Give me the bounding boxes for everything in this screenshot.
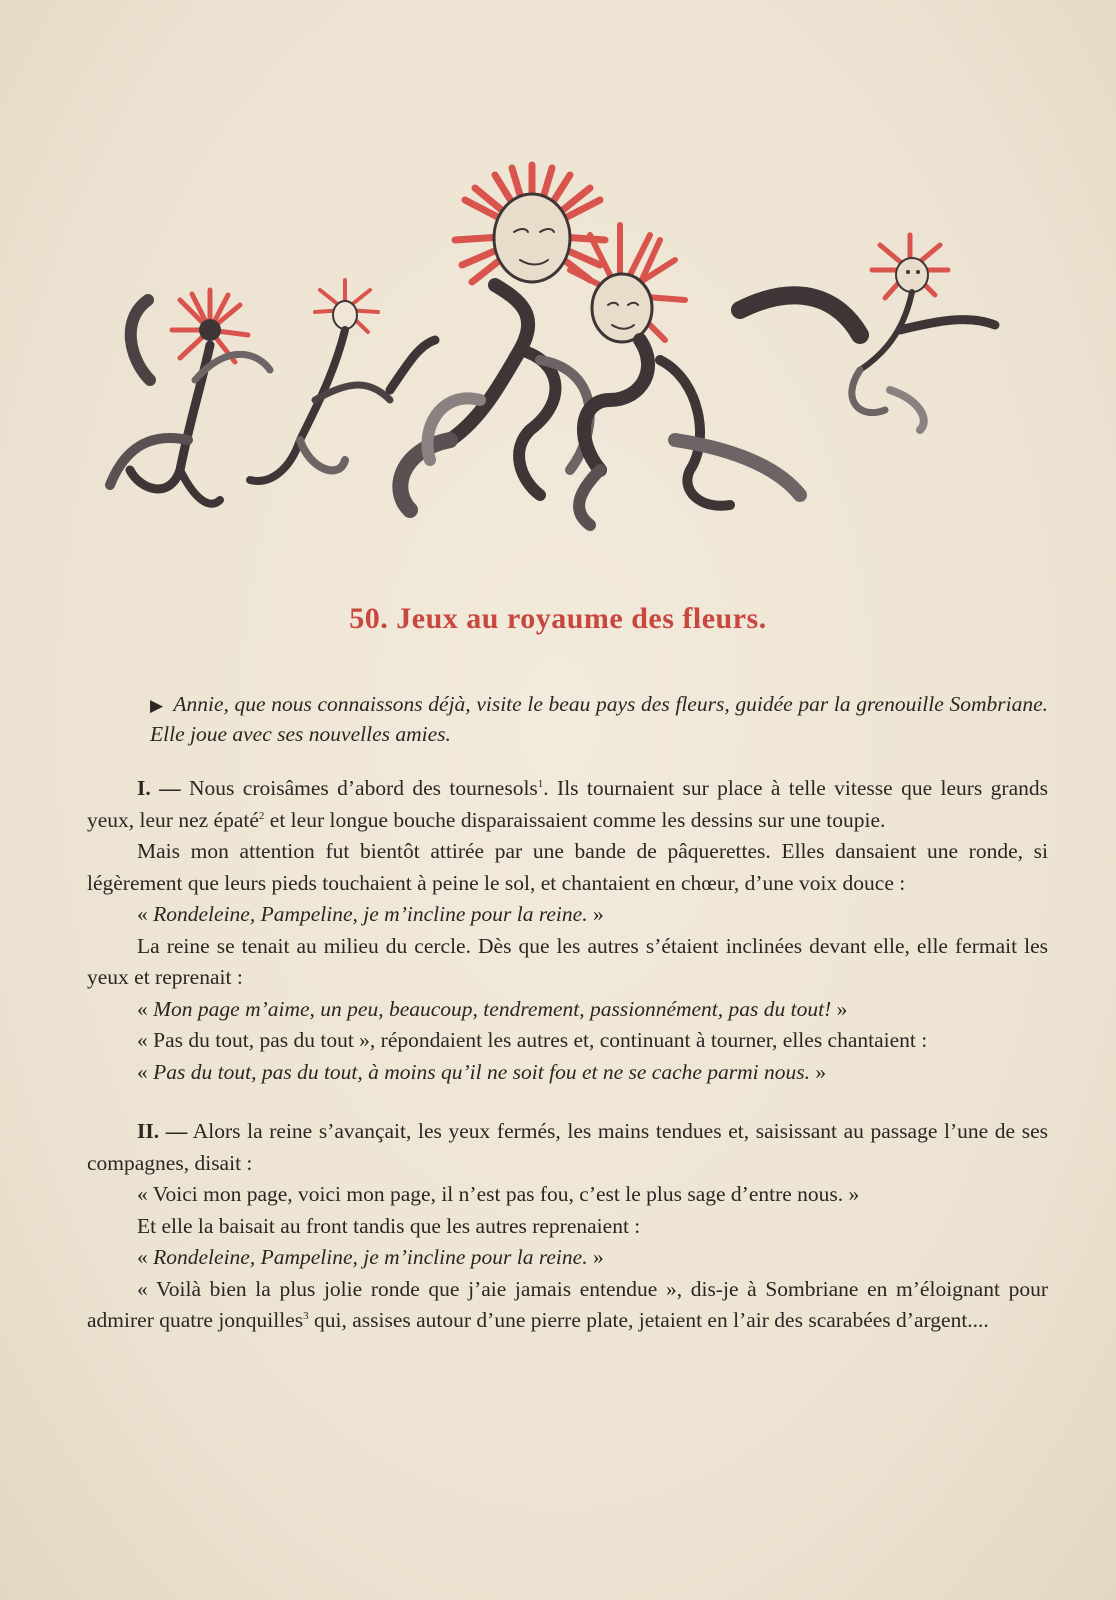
paragraph: « Pas du tout, pas du tout », répondaient les autres et, continuant à tourner, elles chantaient :: [137, 1028, 928, 1052]
paragraph: La reine se tenait au milieu du cercle. Dès que les autres s’étaient inclinées devant elle, elle fermait les yeux et reprenait :: [87, 933, 1048, 989]
flower-left-medium: [250, 280, 435, 481]
paragraph: Mais mon attention fut bientôt attirée par une bande de pâquerettes. Elles dansaient une ronde, si légèrement que leurs pieds touchaient à peine le sol, et chantaient en chœur, d’une voix douce :: [87, 839, 1048, 895]
paragraph: Et elle la baisait au front tandis que les autres reprenaient :: [137, 1213, 641, 1238]
quote-line: « Pas du tout, pas du tout, à moins qu’il ne soit fou et ne se cache parmi nous. »: [137, 1059, 827, 1084]
dancing-flowers-illustration: [100, 140, 1030, 540]
paragraph: « Voilà bien la plus jolie ronde que j’aie jamais entendue », dis-je à Sombriane en m’éloignant pour admirer quatre jonquilles$^3$ qui, assises autour d’une pierre plate, jetaient en l’air des scarabées d’argent....: [87, 1276, 1048, 1332]
quote-line: « Rondeleine, Pampeline, je m’incline pour la reine. »: [137, 902, 604, 926]
flower-center-right: [570, 225, 800, 525]
quote-line: « Rondeleine, Pampeline, je m’incline pour la reine. »: [137, 1245, 604, 1269]
chapter-intro: [150, 690, 1048, 748]
intro-text: Annie, que nous connaissons déjà, visite le beau pays des fleurs, guidée par la grenouille Sombriane. Elle joue avec ses nouvelles amies.: [150, 692, 1048, 746]
quote-line: « Mon page m’aime, un peu, beaucoup, tendrement, passionnément, pas du tout! »: [137, 996, 848, 1021]
paragraph: « Voici mon page, voici mon page, il n’est pas fou, c’est le plus sage d’entre nous. »: [137, 1182, 860, 1206]
footnote-ref-2: 2: [258, 809, 265, 822]
section-label-i: I. —: [137, 776, 181, 800]
flower-left-small: [110, 290, 270, 504]
chapter-title: 50. Jeux au royaume des fleurs.: [349, 602, 767, 635]
flower-right: [740, 235, 995, 430]
paragraph: I. — Nous croisâmes d’abord des tournesols$^1$. Ils tournaient sur place à telle vitesse que leurs grands yeux, leur nez épaté$^2$ et leur longue bouche disparaissaient comme les dessins sur une toupie.: [87, 776, 1048, 832]
section-label-ii: II. —: [137, 1119, 188, 1143]
paragraph: II. — Alors la reine s’avançait, les yeux fermés, les mains tendues et, saisissant au passage l’une de ses compagnes, disait :: [87, 1119, 1049, 1175]
story-text: [87, 773, 1048, 1337]
triangle-marker-icon: ▶: [150, 696, 164, 715]
footnote-ref-3: 3: [303, 1309, 309, 1322]
footnote-ref-1: 1: [537, 777, 544, 790]
